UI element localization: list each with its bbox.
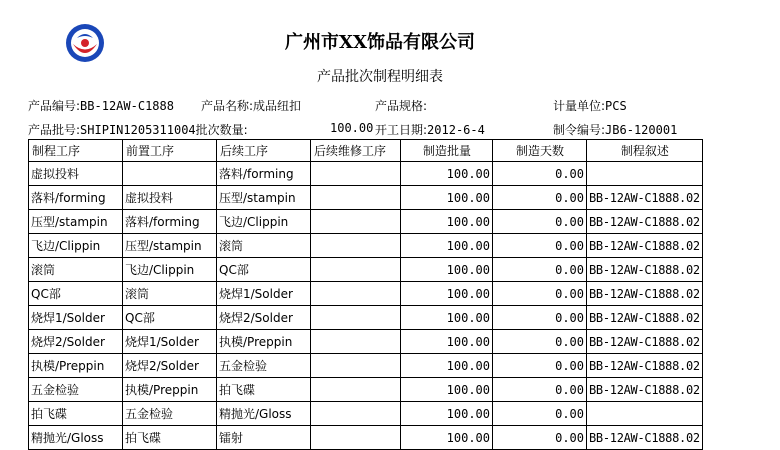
table-row	[29, 282, 703, 306]
cell-prev: 五金检验	[123, 402, 217, 426]
product-name: 产品名称:成品纽扣	[201, 99, 302, 113]
cell-desc: BB-12AW-C1888.02	[587, 378, 703, 402]
cell-next: 落料/forming	[217, 162, 311, 186]
table-row	[29, 306, 703, 330]
cell-days: 0.00	[493, 306, 587, 330]
cell-repair	[311, 186, 401, 210]
cell-repair	[311, 330, 401, 354]
cell-qty: 100.00	[401, 162, 493, 186]
process-table	[28, 139, 703, 450]
cell-repair	[311, 354, 401, 378]
company-name: 广州市XX饰品有限公司	[285, 32, 475, 53]
cell-days: 0.00	[493, 234, 587, 258]
cell-process: 落料/forming	[29, 186, 123, 210]
cell-desc: BB-12AW-C1888.02	[587, 234, 703, 258]
cell-process: 烧焊2/Solder	[29, 330, 123, 354]
cell-repair	[311, 234, 401, 258]
table-row	[29, 402, 703, 426]
cell-desc: BB-12AW-C1888.02	[587, 306, 703, 330]
cell-repair	[311, 402, 401, 426]
col-header-days: 制造天数	[493, 140, 587, 162]
batch-no: 产品批号:SHIPIN1205311004批次数量:	[28, 123, 248, 137]
cell-next: 烧焊2/Solder	[217, 306, 311, 330]
cell-prev: 飞边/Clippin	[123, 258, 217, 282]
cell-desc: BB-12AW-C1888.02	[587, 330, 703, 354]
col-header-process: 制程工序	[29, 140, 123, 162]
cell-qty: 100.00	[401, 330, 493, 354]
cell-qty: 100.00	[401, 354, 493, 378]
table-row	[29, 426, 703, 450]
col-header-next: 后续工序	[217, 140, 311, 162]
cell-process: 滚筒	[29, 258, 123, 282]
cell-days: 0.00	[493, 330, 587, 354]
cell-prev: 烧焊2/Solder	[123, 354, 217, 378]
cell-repair	[311, 210, 401, 234]
cell-next: QC部	[217, 258, 311, 282]
cell-desc: BB-12AW-C1888.02	[587, 186, 703, 210]
cell-next: 滚筒	[217, 234, 311, 258]
cell-prev: 落料/forming	[123, 210, 217, 234]
table-row	[29, 378, 703, 402]
cell-next: 镭射	[217, 426, 311, 450]
cell-repair	[311, 162, 401, 186]
table-row	[29, 258, 703, 282]
cell-qty: 100.00	[401, 402, 493, 426]
cell-process: 虚拟投料	[29, 162, 123, 186]
cell-prev: 拍飞碟	[123, 426, 217, 450]
cell-prev: QC部	[123, 306, 217, 330]
cell-process: QC部	[29, 282, 123, 306]
cell-next: 压型/stampin	[217, 186, 311, 210]
cell-days: 0.00	[493, 186, 587, 210]
product-spec: 产品规格:	[375, 99, 428, 113]
order-no: 制令编号:JB6-120001	[553, 123, 678, 137]
cell-next: 拍飞碟	[217, 378, 311, 402]
cell-days: 0.00	[493, 426, 587, 450]
cell-prev: 烧焊1/Solder	[123, 330, 217, 354]
unit: 计量单位:PCS	[553, 99, 627, 113]
cell-days: 0.00	[493, 162, 587, 186]
cell-desc	[587, 162, 703, 186]
cell-process: 拍飞碟	[29, 402, 123, 426]
cell-qty: 100.00	[401, 378, 493, 402]
cell-repair	[311, 378, 401, 402]
cell-qty: 100.00	[401, 186, 493, 210]
col-header-prev: 前置工序	[123, 140, 217, 162]
cell-qty: 100.00	[401, 306, 493, 330]
cell-desc: BB-12AW-C1888.02	[587, 354, 703, 378]
cell-process: 烧焊1/Solder	[29, 306, 123, 330]
cell-next: 飞边/Clippin	[217, 210, 311, 234]
batch-qty: 100.00	[330, 121, 374, 135]
cell-qty: 100.00	[401, 234, 493, 258]
cell-prev: 滚筒	[123, 282, 217, 306]
cell-days: 0.00	[493, 258, 587, 282]
start-date: 开工日期:2012-6-4	[375, 123, 485, 137]
cell-process: 压型/stampin	[29, 210, 123, 234]
cell-process: 执模/Preppin	[29, 354, 123, 378]
cell-days: 0.00	[493, 402, 587, 426]
table-row	[29, 186, 703, 210]
cell-days: 0.00	[493, 282, 587, 306]
cell-repair	[311, 426, 401, 450]
table-row	[29, 210, 703, 234]
cell-repair	[311, 282, 401, 306]
table-row	[29, 354, 703, 378]
cell-qty: 100.00	[401, 282, 493, 306]
cell-desc: BB-12AW-C1888.02	[587, 210, 703, 234]
cell-qty: 100.00	[401, 258, 493, 282]
cell-next: 五金检验	[217, 354, 311, 378]
table-row	[29, 162, 703, 186]
cell-process: 精抛光/Gloss	[29, 426, 123, 450]
cell-repair	[311, 258, 401, 282]
cell-qty: 100.00	[401, 426, 493, 450]
col-header-desc: 制程叙述	[587, 140, 703, 162]
cell-desc: BB-12AW-C1888.02	[587, 282, 703, 306]
cell-desc: BB-12AW-C1888.02	[587, 258, 703, 282]
col-header-repair: 后续维修工序	[311, 140, 401, 162]
cell-next: 精抛光/Gloss	[217, 402, 311, 426]
product-code: 产品编号:BB-12AW-C1888	[28, 99, 174, 113]
table-row	[29, 330, 703, 354]
cell-desc	[587, 402, 703, 426]
cell-days: 0.00	[493, 378, 587, 402]
cell-prev	[123, 162, 217, 186]
cell-qty: 100.00	[401, 210, 493, 234]
cell-desc: BB-12AW-C1888.02	[587, 426, 703, 450]
cell-prev: 执模/Preppin	[123, 378, 217, 402]
table-header-row	[29, 140, 703, 162]
table-row	[29, 234, 703, 258]
cell-next: 烧焊1/Solder	[217, 282, 311, 306]
cell-next: 执模/Preppin	[217, 330, 311, 354]
cell-days: 0.00	[493, 210, 587, 234]
report-title: 产品批次制程明细表	[317, 69, 443, 85]
cell-days: 0.00	[493, 354, 587, 378]
cell-process: 五金检验	[29, 378, 123, 402]
cell-prev: 虚拟投料	[123, 186, 217, 210]
cell-repair	[311, 306, 401, 330]
col-header-qty: 制造批量	[401, 140, 493, 162]
cell-process: 飞边/Clippin	[29, 234, 123, 258]
cell-prev: 压型/stampin	[123, 234, 217, 258]
